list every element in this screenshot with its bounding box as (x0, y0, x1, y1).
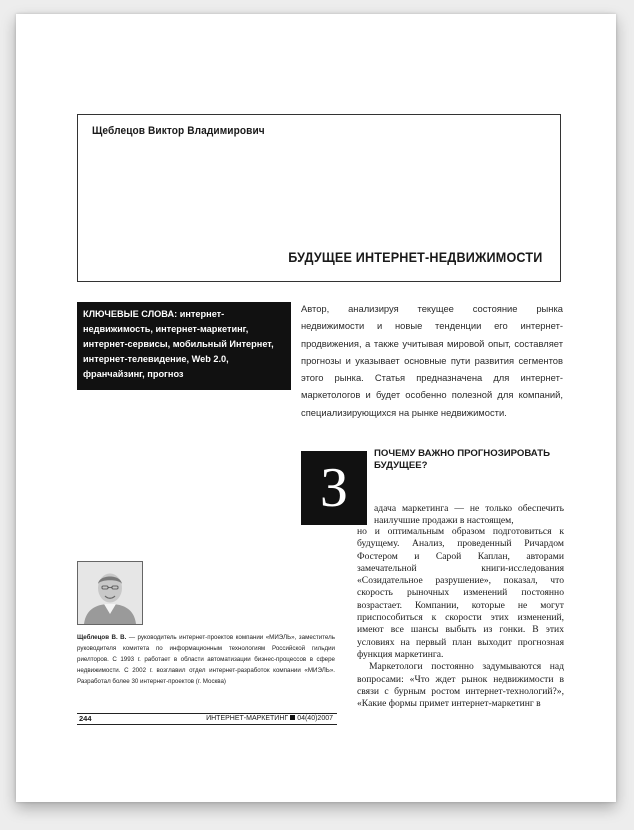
abstract: Автор, анализируя текущее состояние рынка недвижимости и новые тенденции его интернет-продвижения, а также учитывая мировой опыт, составляет прогнозы и указывает основные пути развития сегментов этого рынка. Статья предназначена для интернет-маркетологов и будет особенно полезной для компаний, специализирующихся на рынке недвижимости. (301, 303, 563, 418)
author-name: Щеблецов Виктор Владимирович (92, 125, 265, 137)
square-bullet-icon (290, 715, 295, 720)
footer-rule-bottom (77, 724, 337, 725)
page-number: 244 (79, 714, 92, 723)
body-paragraph-1: но и оптимальным образом подготовиться к будущему. Анализ, проведенный Ричардом Фостером и Сарой Каплан, авторами замечательной книги-исследования «Созидательное разрушение», показал, что скорость рыночных изменений постоянно возрастает. Компании, которые не могут приспособиться к скорости этих изменений, имеют все шансы выбыть из гонки. В этих условиях на первый план выходит прогнозная функция маркетинга. (357, 526, 564, 660)
title-box (77, 114, 561, 282)
journal-footer (206, 714, 333, 724)
body-text (357, 526, 564, 710)
portrait-image (78, 562, 142, 624)
body-paragraph-2: Маркетологи постоянно задумываются над вопросами: «Что ждет рынок недвижимости в связи с бурным ростом интернет-технологий?», «Какие формы примет интернет-маркетинг в (357, 661, 564, 710)
body-text-first: адача маркетинга — не только обеспечить наилучшие продажи в настоящем, (374, 503, 564, 527)
section-heading: ПОЧЕМУ ВАЖНО ПРОГНОЗИРОВАТЬ БУДУЩЕЕ? (374, 448, 550, 471)
author-bio (77, 632, 335, 687)
article-title: БУДУЩЕЕ ИНТЕРНЕТ-НЕДВИЖИМОСТИ (287, 249, 542, 265)
drop-cap: З (301, 451, 367, 525)
journal-name: ИНТЕРНЕТ-МАРКЕТИНГ (206, 715, 289, 722)
issue-number: 04(40)2007 (297, 715, 333, 722)
bio-text: — руководитель интернет-проектов компании «МИЭЛЬ», заместитель руководителя комитета по информационным технологиям Российской гильдии риелторов. С 1993 г. работает в области автоматизации бизнес-процессов в сфере недвижимости. С 2002 г. возглавил отдел интернет-разработок компании «МИЭЛЬ». Разработал более 30 интернет-проектов (г. Москва) (77, 634, 335, 685)
magazine-page (16, 14, 616, 802)
bio-name: Щеблецов В. В. (77, 634, 127, 641)
author-photo (77, 561, 143, 625)
keywords-box: КЛЮЧЕВЫЕ СЛОВА: интернет-недвижимость, интернет-маркетинг, интернет-сервисы, мобильный Интернет, интернет-телевидение, Web 2.0, франчайзинг, прогноз (77, 302, 291, 390)
